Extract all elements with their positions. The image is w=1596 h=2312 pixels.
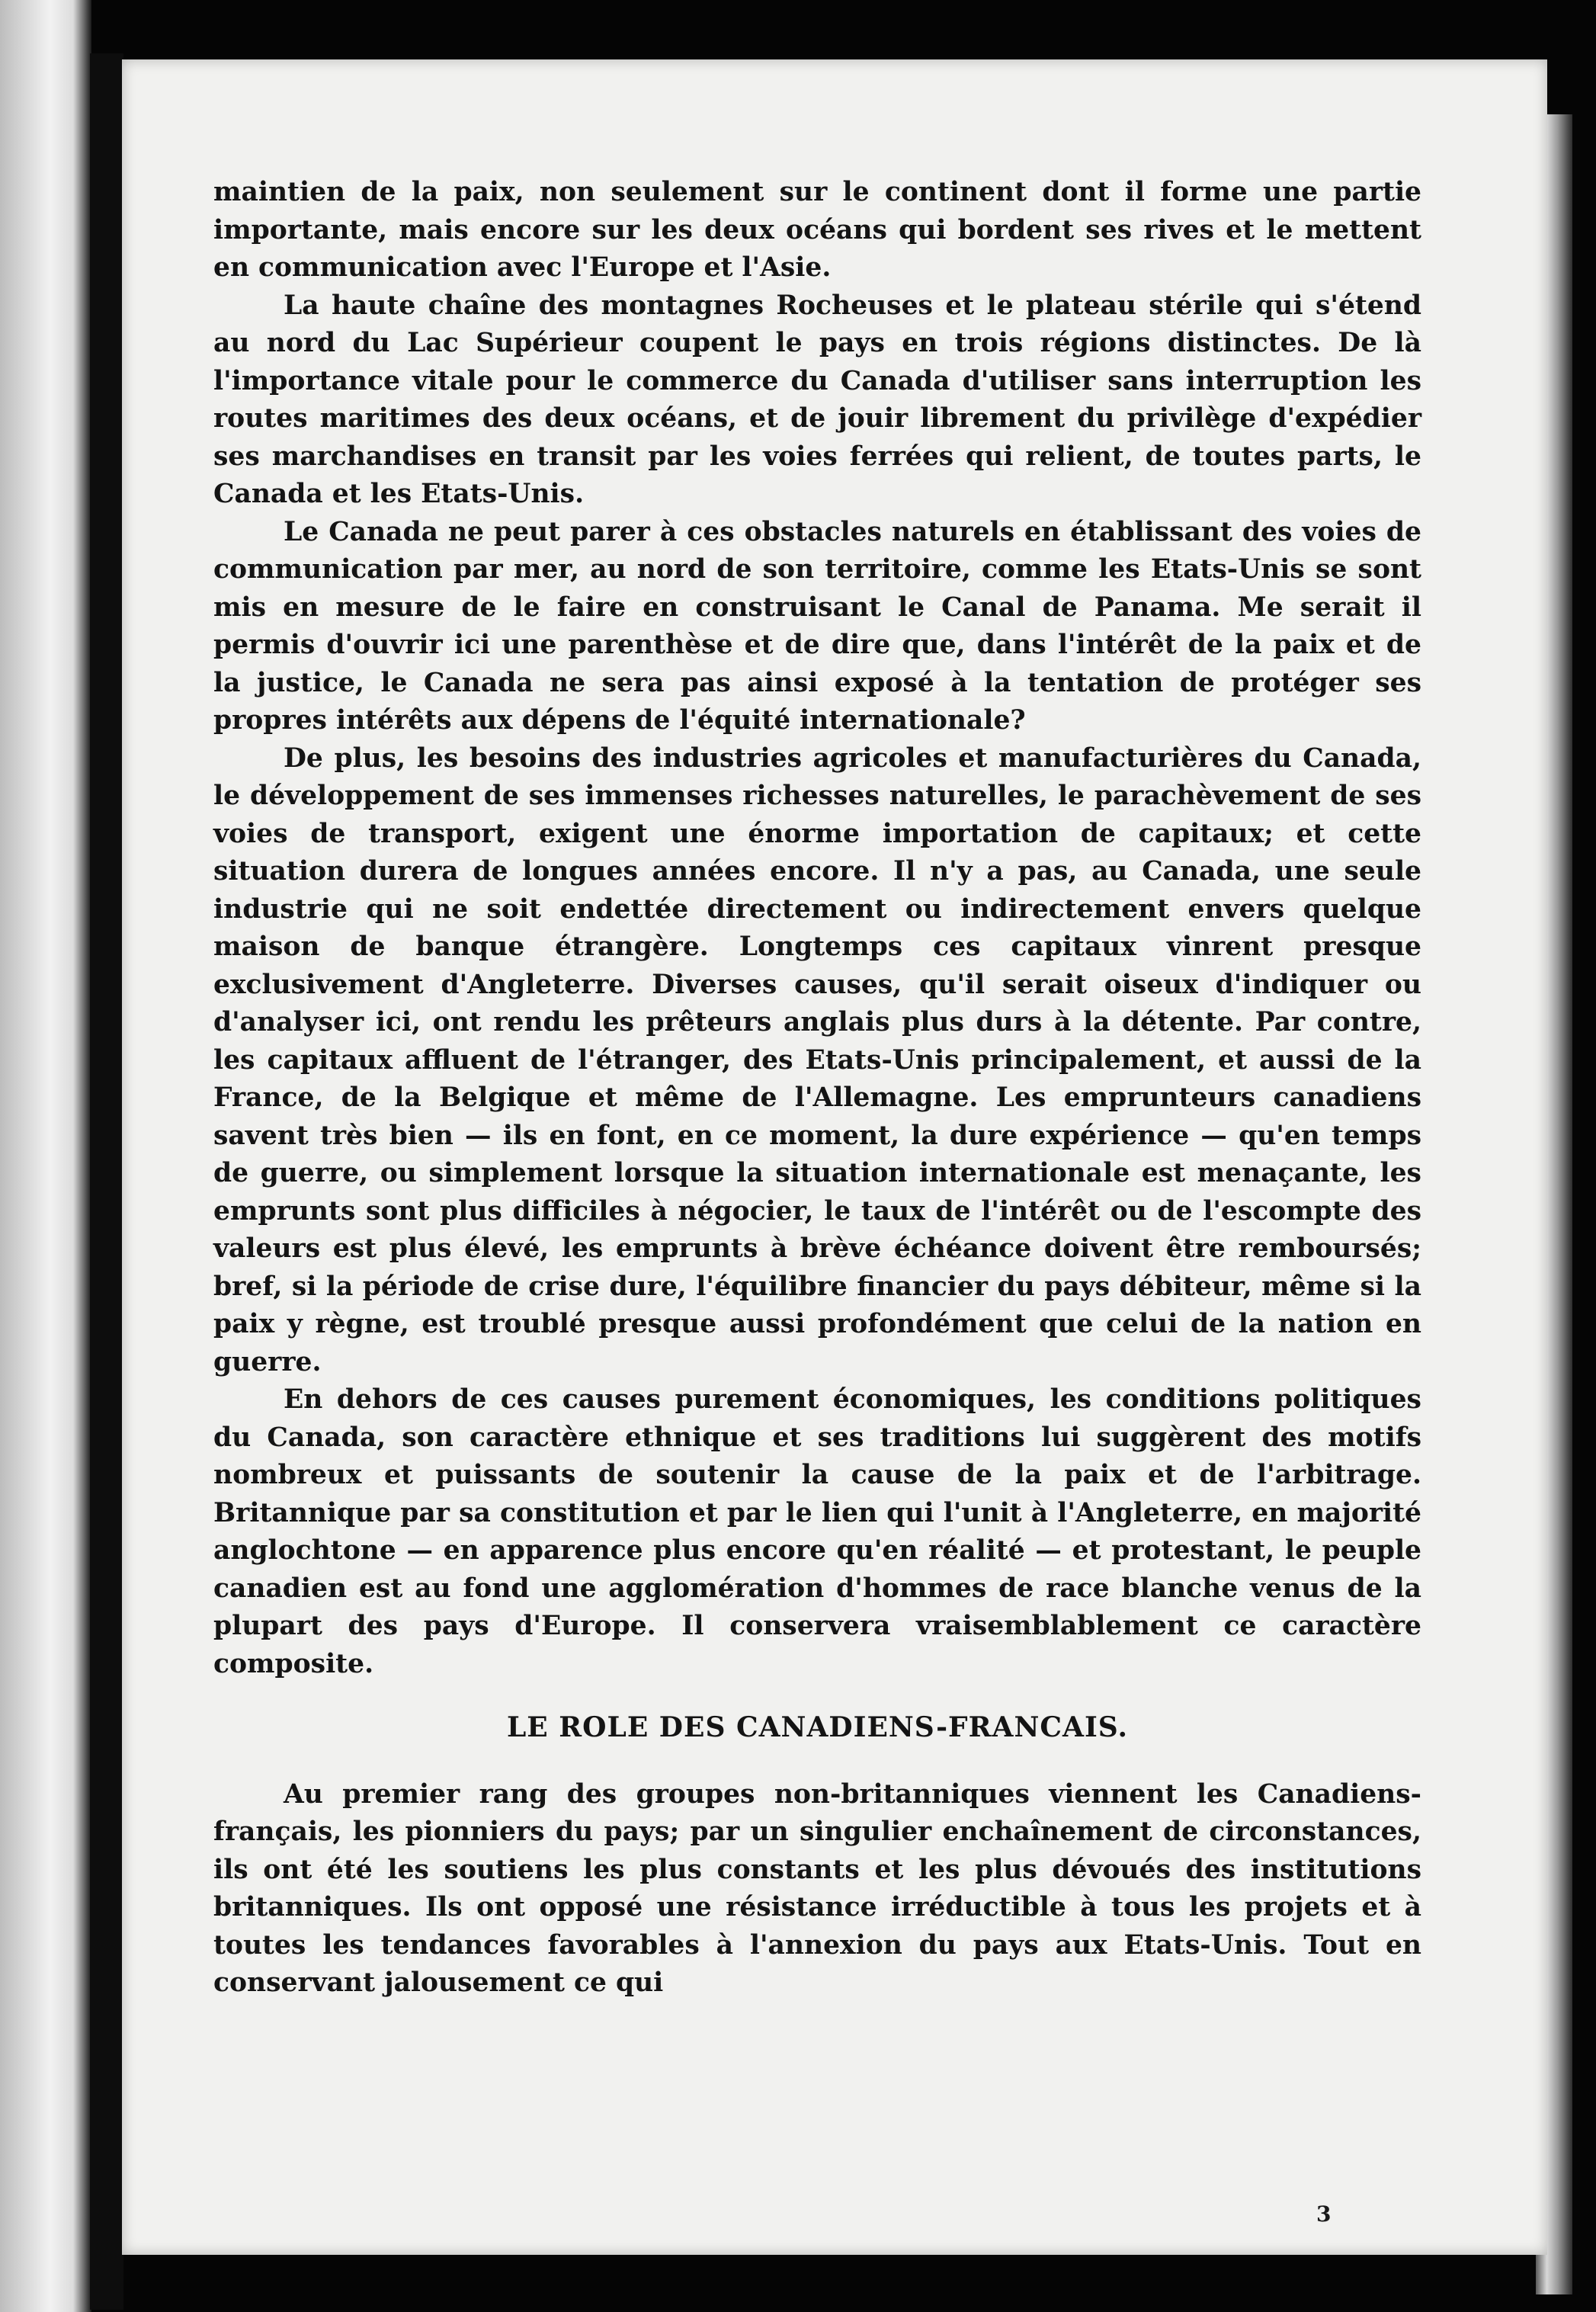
paragraph-2: La haute chaîne des montagnes Rocheuses et le plateau stérile qui s'étend au nord du Lac Supérieur coupent le pays en trois régions distinctes. De là l'importance vitale pour le commerce du Canada d'utiliser sans interruption les routes maritimes des deux océans, et de jouir librement du privilège d'expédier ses marchandises en transit par les voies ferrées qui relient, de toutes parts, le Canada et les Etats-Unis.: [213, 290, 1421, 509]
paragraph-1: maintien de la paix, non seulement sur le continent dont il forme une partie importante, mais encore sur les deux océans qui bordent ses rives et le mettent en communication avec l'Europe et l'Asie.: [213, 177, 1421, 283]
page-number: 3: [1316, 2201, 1332, 2227]
facing-page-edge: [0, 0, 91, 2312]
section-heading: LE ROLE DES CANADIENS-FRANCAIS.: [506, 1711, 1129, 1743]
paragraph-5: En dehors de ces causes purement économiques, les conditions politiques du Canada, son caractère ethnique et ses traditions lui suggèrent des motifs nombreux et puissants de soutenir la cause de la paix et de l'arbitrage. Britannique par sa constitution et par le lien qui l'unit à l'Angleterre, en majorité anglochtone — en apparence plus encore qu'en réalité — et protestant, le peuple canadien est au fond une agglomération d'hommes de race blanche venus de la plupart des pays d'Europe. Il conservera vraisemblablement ce caractère composite.: [213, 1384, 1421, 1679]
book-page: [122, 59, 1547, 2255]
paragraph-6: Au premier rang des groupes non-britanniques viennent les Canadiens-français, les pionniers du pays; par un singulier enchaînement de circonstances, ils ont été les soutiens les plus constants et les plus dévoués des institutions britanniques. Ils ont opposé une résistance irréductible à tous les projets et à toutes les tendances favorables à l'annexion du pays aux Etats-Unis. Tout en conservant jalousement ce qui: [213, 1778, 1421, 1998]
page-body: [213, 174, 1421, 2003]
paragraph-4: De plus, les besoins des industries agricoles et manufacturières du Canada, le développement de ses immenses richesses naturelles, le parachèvement de ses voies de transport, exigent une énorme importation de capitaux; et cette situation durera de longues années encore. Il n'y a pas, au Canada, une seule industrie qui ne soit endettée directement ou indirectement envers quelque maison de banque étrangère. Longtemps ces capitaux vinrent presque exclusivement d'Angleterre. Diverses causes, qu'il serait oiseux d'indiquer ou d'analyser ici, ont rendu les prêteurs anglais plus durs à la détente. Par contre, les capitaux affluent de l'étranger, des Etats-Unis principalement, et aussi de la France, de la Belgique et même de l'Allemagne. Les emprunteurs canadiens savent très bien — ils en font, en ce moment, la dure expérience — qu'en temps de guerre, ou simplement lorsque la situation internationale est menaçante, les emprunts sont plus difficiles à négocier, le taux de l'intérêt ou de l'escompte des valeurs est plus élevé, les emprunts à brève échéance doivent être remboursés; bref, si la période de crise dure, l'équilibre financier du pays débiteur, même si la paix y règne, est troublé presque aussi profondément que celui de la nation en guerre.: [213, 742, 1421, 1377]
book-gutter: [90, 53, 123, 2310]
paragraph-3: Le Canada ne peut parer à ces obstacles naturels en établissant des voies de communication par mer, au nord de son territoire, comme les Etats-Unis se sont mis en mesure de le faire en construisant le Canal de Panama. Me serait il permis d'ouvrir ici une parenthèse et de dire que, dans l'intérêt de la paix et de la justice, le Canada ne sera pas ainsi exposé à la tentation de protéger ses propres intérêts aux dépens de l'équité internationale?: [213, 516, 1421, 736]
